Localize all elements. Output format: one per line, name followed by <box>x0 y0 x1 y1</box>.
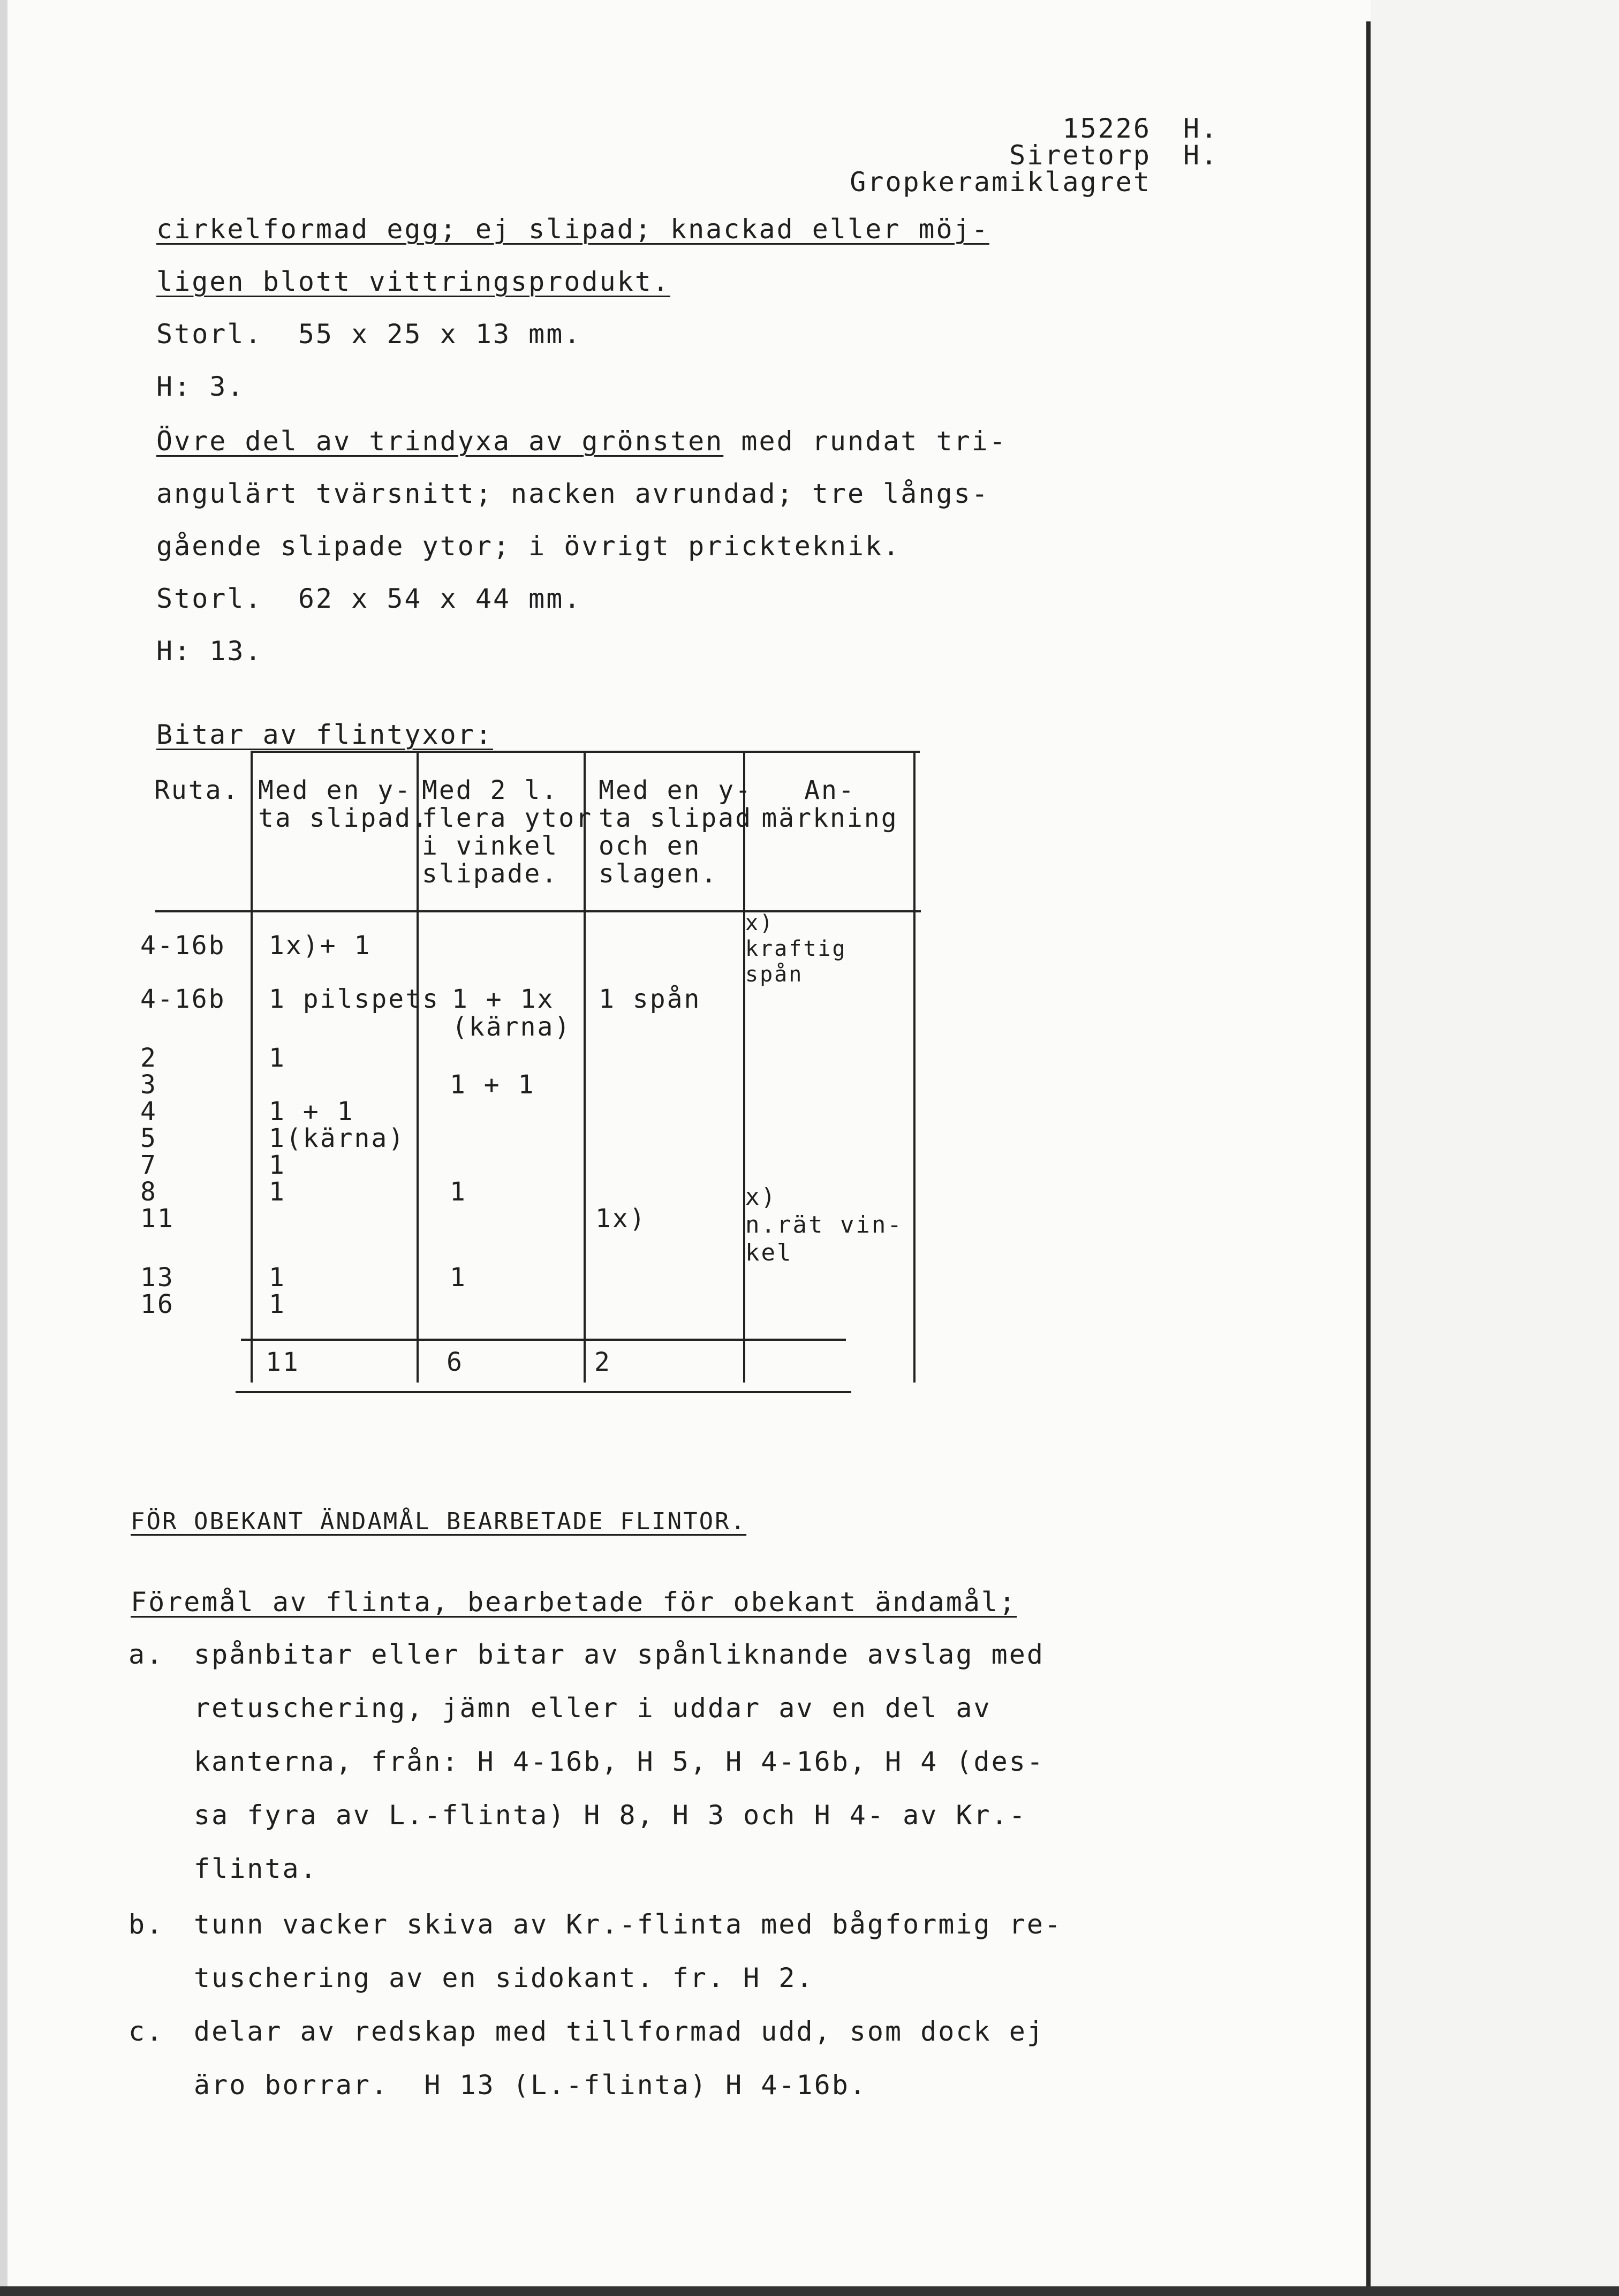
cell-col2: 1 pilspets <box>269 984 440 1014</box>
cell-ruta: 7 <box>140 1150 157 1180</box>
item-c-line: delar av redskap med tillformad udd, som dock ej <box>194 2016 1045 2047</box>
entry2-size: Storl. 62 x 54 x 44 mm. <box>156 583 582 614</box>
cell-col2: 1(kärna) <box>269 1123 406 1153</box>
item-b-label: b. <box>128 1909 164 1940</box>
col-divider-2 <box>417 751 419 1383</box>
entry1-size: Storl. 55 x 25 x 13 mm. <box>156 319 582 350</box>
cell-ruta: 4 <box>140 1097 157 1127</box>
layer-name: Gropkeramiklagret <box>850 167 1151 198</box>
cell-col2: 1 <box>269 1289 286 1319</box>
cell-ruta: 11 <box>140 1204 175 1234</box>
header-col5: An- märkning <box>761 775 898 833</box>
table-title: Bitar av flintyxor: <box>156 719 493 750</box>
total-col3: 6 <box>447 1347 464 1377</box>
cell-col2: 1 <box>269 1150 286 1180</box>
cell-col2: 1 + 1 <box>269 1097 354 1127</box>
total-col4: 2 <box>594 1347 611 1377</box>
cell-col2: 1 <box>269 1043 286 1073</box>
page-right-edge <box>1366 21 1371 2296</box>
entry2-title: Övre del av trindyxa av grönsten <box>156 426 724 457</box>
cell-ruta: 2 <box>140 1043 157 1073</box>
total-col2: 11 <box>266 1347 300 1377</box>
header-col4: Med en y- ta slipad och en slagen. <box>599 775 753 889</box>
section-intro: Föremål av flinta, bearbetade för obekant ändamål; <box>131 1587 1017 1618</box>
cell-ruta: 4-16b <box>140 984 226 1014</box>
item-a-line: sa fyra av L.-flinta) H 8, H 3 och H 4- av Kr.- <box>194 1800 1027 1831</box>
entry2-line1-rest: med rundat tri- <box>723 426 1007 457</box>
cell-col4: 1 spån <box>599 984 701 1014</box>
entry1-line1: cirkelformad egg; ej slipad; knackad eller möj- <box>156 214 989 245</box>
header-ruta: Ruta. <box>154 775 240 805</box>
flint-axe-table <box>128 734 921 1398</box>
item-a-label: a. <box>128 1639 164 1670</box>
item-a-line: kanterna, från: H 4-16b, H 5, H 4-16b, H 4 (des- <box>194 1746 1045 1777</box>
col-divider-1 <box>251 751 253 1383</box>
header-h1: H. <box>1183 113 1219 144</box>
cell-col3: 1 <box>450 1177 467 1207</box>
cell-col3: 1 + 1x (kärna) <box>452 984 572 1042</box>
entry1-ref: H: 3. <box>156 371 245 402</box>
cell-col2: 1 <box>269 1263 286 1293</box>
item-b-line: tunn vacker skiva av Kr.-flinta med bågformig re- <box>194 1909 1063 1940</box>
entry1-line2: ligen blott vittringsprodukt. <box>156 266 670 297</box>
cell-ruta: 16 <box>140 1289 175 1319</box>
table-bottom-rule <box>236 1391 851 1393</box>
item-a-line: retuschering, jämn eller i uddar av en del av <box>194 1693 992 1724</box>
cell-col2: 1 <box>269 1177 286 1207</box>
item-c-line: äro borrar. H 13 (L.-flinta) H 4-16b. <box>194 2070 867 2101</box>
item-a-line: flinta. <box>194 1853 318 1884</box>
cell-ruta: 3 <box>140 1070 157 1100</box>
entry2-line2: angulärt tvärsnitt; nacken avrundad; tre långs- <box>156 478 989 509</box>
catalog-number: 15226 <box>1062 113 1151 144</box>
item-a-line: spånbitar eller bitar av spånliknande avslag med <box>194 1639 1045 1670</box>
section-heading: FÖR OBEKANT ÄNDAMÅL BEARBETADE FLINTOR. <box>131 1508 747 1535</box>
page-left-edge <box>0 0 7 2296</box>
page-bottom-edge <box>0 2286 1619 2296</box>
header-col3: Med 2 l. flera ytor i vinkel slipade. <box>422 775 593 889</box>
cell-ruta: 4-16b <box>140 931 226 961</box>
entry2-line3: gående slipade ytor; i övrigt prickteknik. <box>156 531 901 562</box>
col-divider-5 <box>913 751 916 1383</box>
header-col2: Med en y- ta slipad. <box>258 775 429 833</box>
cell-col3: 1 <box>450 1263 467 1293</box>
cell-col5: x) kraftig spån <box>745 911 847 987</box>
item-b-line: tuschering av en sidokant. fr. H 2. <box>194 1962 814 1993</box>
entry2-ref: H: 13. <box>156 636 263 667</box>
cell-ruta: 13 <box>140 1263 175 1293</box>
cell-col5: x) n.rät vin- kel <box>745 1183 903 1266</box>
cell-ruta: 8 <box>140 1177 157 1207</box>
page-right-margin <box>1371 0 1619 2296</box>
cell-col2: 1x)+ 1 <box>269 931 372 961</box>
header-h2: H. <box>1183 140 1219 171</box>
cell-col3: 1 + 1 <box>450 1070 535 1100</box>
cell-col4: 1x) <box>595 1204 647 1234</box>
item-c-label: c. <box>128 2016 164 2047</box>
entry2-line1 <box>156 426 1007 456</box>
site-name: Siretorp <box>1009 140 1151 171</box>
table-totals-rule <box>241 1339 846 1341</box>
cell-ruta: 5 <box>140 1123 157 1153</box>
